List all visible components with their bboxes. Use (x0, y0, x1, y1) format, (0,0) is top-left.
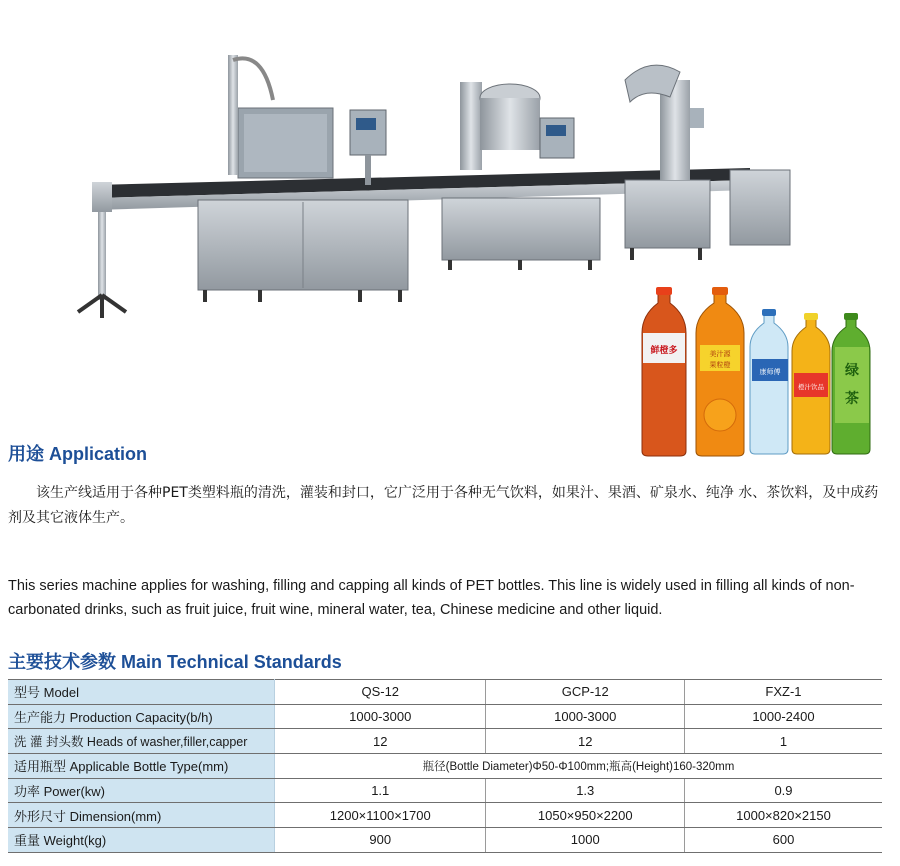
cell-qs12: 12 (275, 729, 486, 754)
application-english-text: This series machine applies for washing, filling and capping all kinds of PET bottles. This line is widely used in filling all kinds of non-carbonated drinks, such as fruit juice, fruit wine, mineral water, tea, Chinese medicine and other liquid. (8, 578, 855, 618)
bottle-mineral-water (750, 315, 788, 454)
bottle-label-text: 茶 (845, 391, 859, 407)
cell-fxz1: 1 (684, 729, 882, 754)
row-label: 功率 Power(kw) (8, 778, 275, 803)
beverage-bottles-image (636, 285, 876, 460)
cell-gcp12: GCP-12 (486, 680, 685, 705)
cell-bottle-type: 瓶径(Bottle Diameter)Φ50-Φ100mm;瓶高(Height)160-320mm (275, 754, 883, 779)
cell-qs12: 1.1 (275, 778, 486, 803)
table-row (8, 754, 882, 779)
cell-qs12: 900 (275, 828, 486, 853)
row-label: 型号 Model (8, 680, 275, 705)
cell-fxz1: 1000-2400 (684, 704, 882, 729)
table-row (8, 828, 882, 853)
table-row (8, 729, 882, 754)
cell-gcp12: 1.3 (486, 778, 685, 803)
row-label: 外形尺寸 Dimension(mm) (8, 803, 275, 828)
bottle-orange-juice (696, 293, 744, 456)
table-row (8, 680, 882, 705)
cell-gcp12: 1000-3000 (486, 704, 685, 729)
application-heading: 用途 Application (8, 444, 147, 464)
table-row (8, 803, 882, 828)
table-row (8, 704, 882, 729)
row-label: 生产能力 Production Capacity(b/h) (8, 704, 275, 729)
bottle-label-text: 鲜橙多 (650, 346, 678, 356)
bottle-label-text: 果粒橙 (709, 361, 731, 369)
cell-fxz1: 600 (684, 828, 882, 853)
cell-gcp12: 12 (486, 729, 685, 754)
cell-qs12: 1000-3000 (275, 704, 486, 729)
bottle-label-text: 绿 (845, 363, 859, 379)
row-label: 洗 灌 封头数 Heads of washer,filler,capper (8, 729, 275, 754)
bottle-label-text: 橙汁饮品 (798, 383, 824, 391)
cell-fxz1: FXZ-1 (684, 680, 882, 705)
cell-gcp12: 1050×950×2200 (486, 803, 685, 828)
cell-fxz1: 1000×820×2150 (684, 803, 882, 828)
cell-qs12: 1200×1100×1700 (275, 803, 486, 828)
cell-gcp12: 1000 (486, 828, 685, 853)
cell-fxz1: 0.9 (684, 778, 882, 803)
standards-heading: 主要技术参数 Main Technical Standards (8, 652, 342, 672)
bottle-label-text: 康师傅 (759, 368, 781, 376)
application-chinese-text: 该生产线适用于各种PET类塑料瓶的清洗，灌装和封口，它广泛用于各种无气饮料，如果汁、果酒、矿泉水、纯净 水、茶饮料，及中成药剂及其它液体生产。 (8, 485, 879, 526)
row-label: 适用瓶型 Applicable Bottle Type(mm) (8, 754, 275, 779)
row-label: 重量 Weight(kg) (8, 828, 275, 853)
cell-qs12: QS-12 (275, 680, 486, 705)
table-row (8, 778, 882, 803)
bottle-label-text: 美汁源 (709, 350, 731, 358)
bottle-orange-tea (642, 293, 686, 456)
technical-standards-table (8, 679, 882, 853)
